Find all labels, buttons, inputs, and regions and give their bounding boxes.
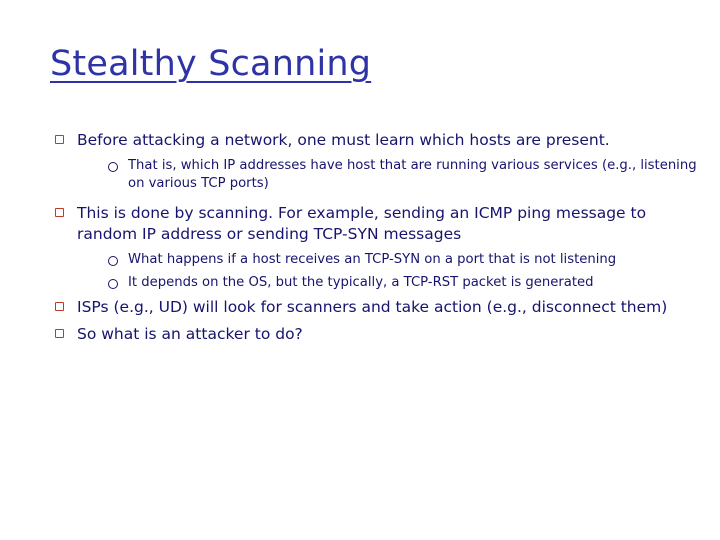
bullet-item: [55, 324, 705, 345]
bullet-text: Before attacking a network, one must learn which hosts are present.: [77, 131, 610, 149]
sub-bullet-item: [108, 251, 705, 269]
slide-title: Stealthy Scanning: [50, 44, 372, 84]
slide-body: [55, 130, 705, 351]
bullet-text: This is done by scanning. For example, sending an ICMP ping message to random IP address or sending TCP-SYN messages: [77, 204, 647, 243]
bullet-item: [55, 130, 705, 151]
circle-bullet-icon: [108, 162, 118, 172]
sub-bullet-item: [108, 157, 705, 193]
bullet-text: So what is an attacker to do?: [77, 325, 303, 343]
sub-bullet-text: That is, which IP addresses have host that are running various services (e.g., listening on various TCP ports): [128, 158, 697, 191]
square-bullet-icon: [55, 329, 64, 338]
bullet-text: ISPs (e.g., UD) will look for scanners and take action (e.g., disconnect them): [77, 298, 668, 316]
circle-bullet-icon: [108, 256, 118, 266]
square-bullet-icon: [55, 135, 64, 144]
sub-bullet-item: [108, 274, 705, 292]
square-bullet-icon: [55, 208, 64, 217]
sub-bullet-text: It depends on the OS, but the typically, a TCP-RST packet is generated: [128, 275, 594, 290]
bullet-item: [55, 203, 705, 245]
sub-bullet-text: What happens if a host receives an TCP-SYN on a port that is not listening: [128, 252, 617, 267]
circle-bullet-icon: [108, 279, 118, 289]
square-bullet-icon: [55, 302, 64, 311]
bullet-item: [55, 297, 705, 318]
